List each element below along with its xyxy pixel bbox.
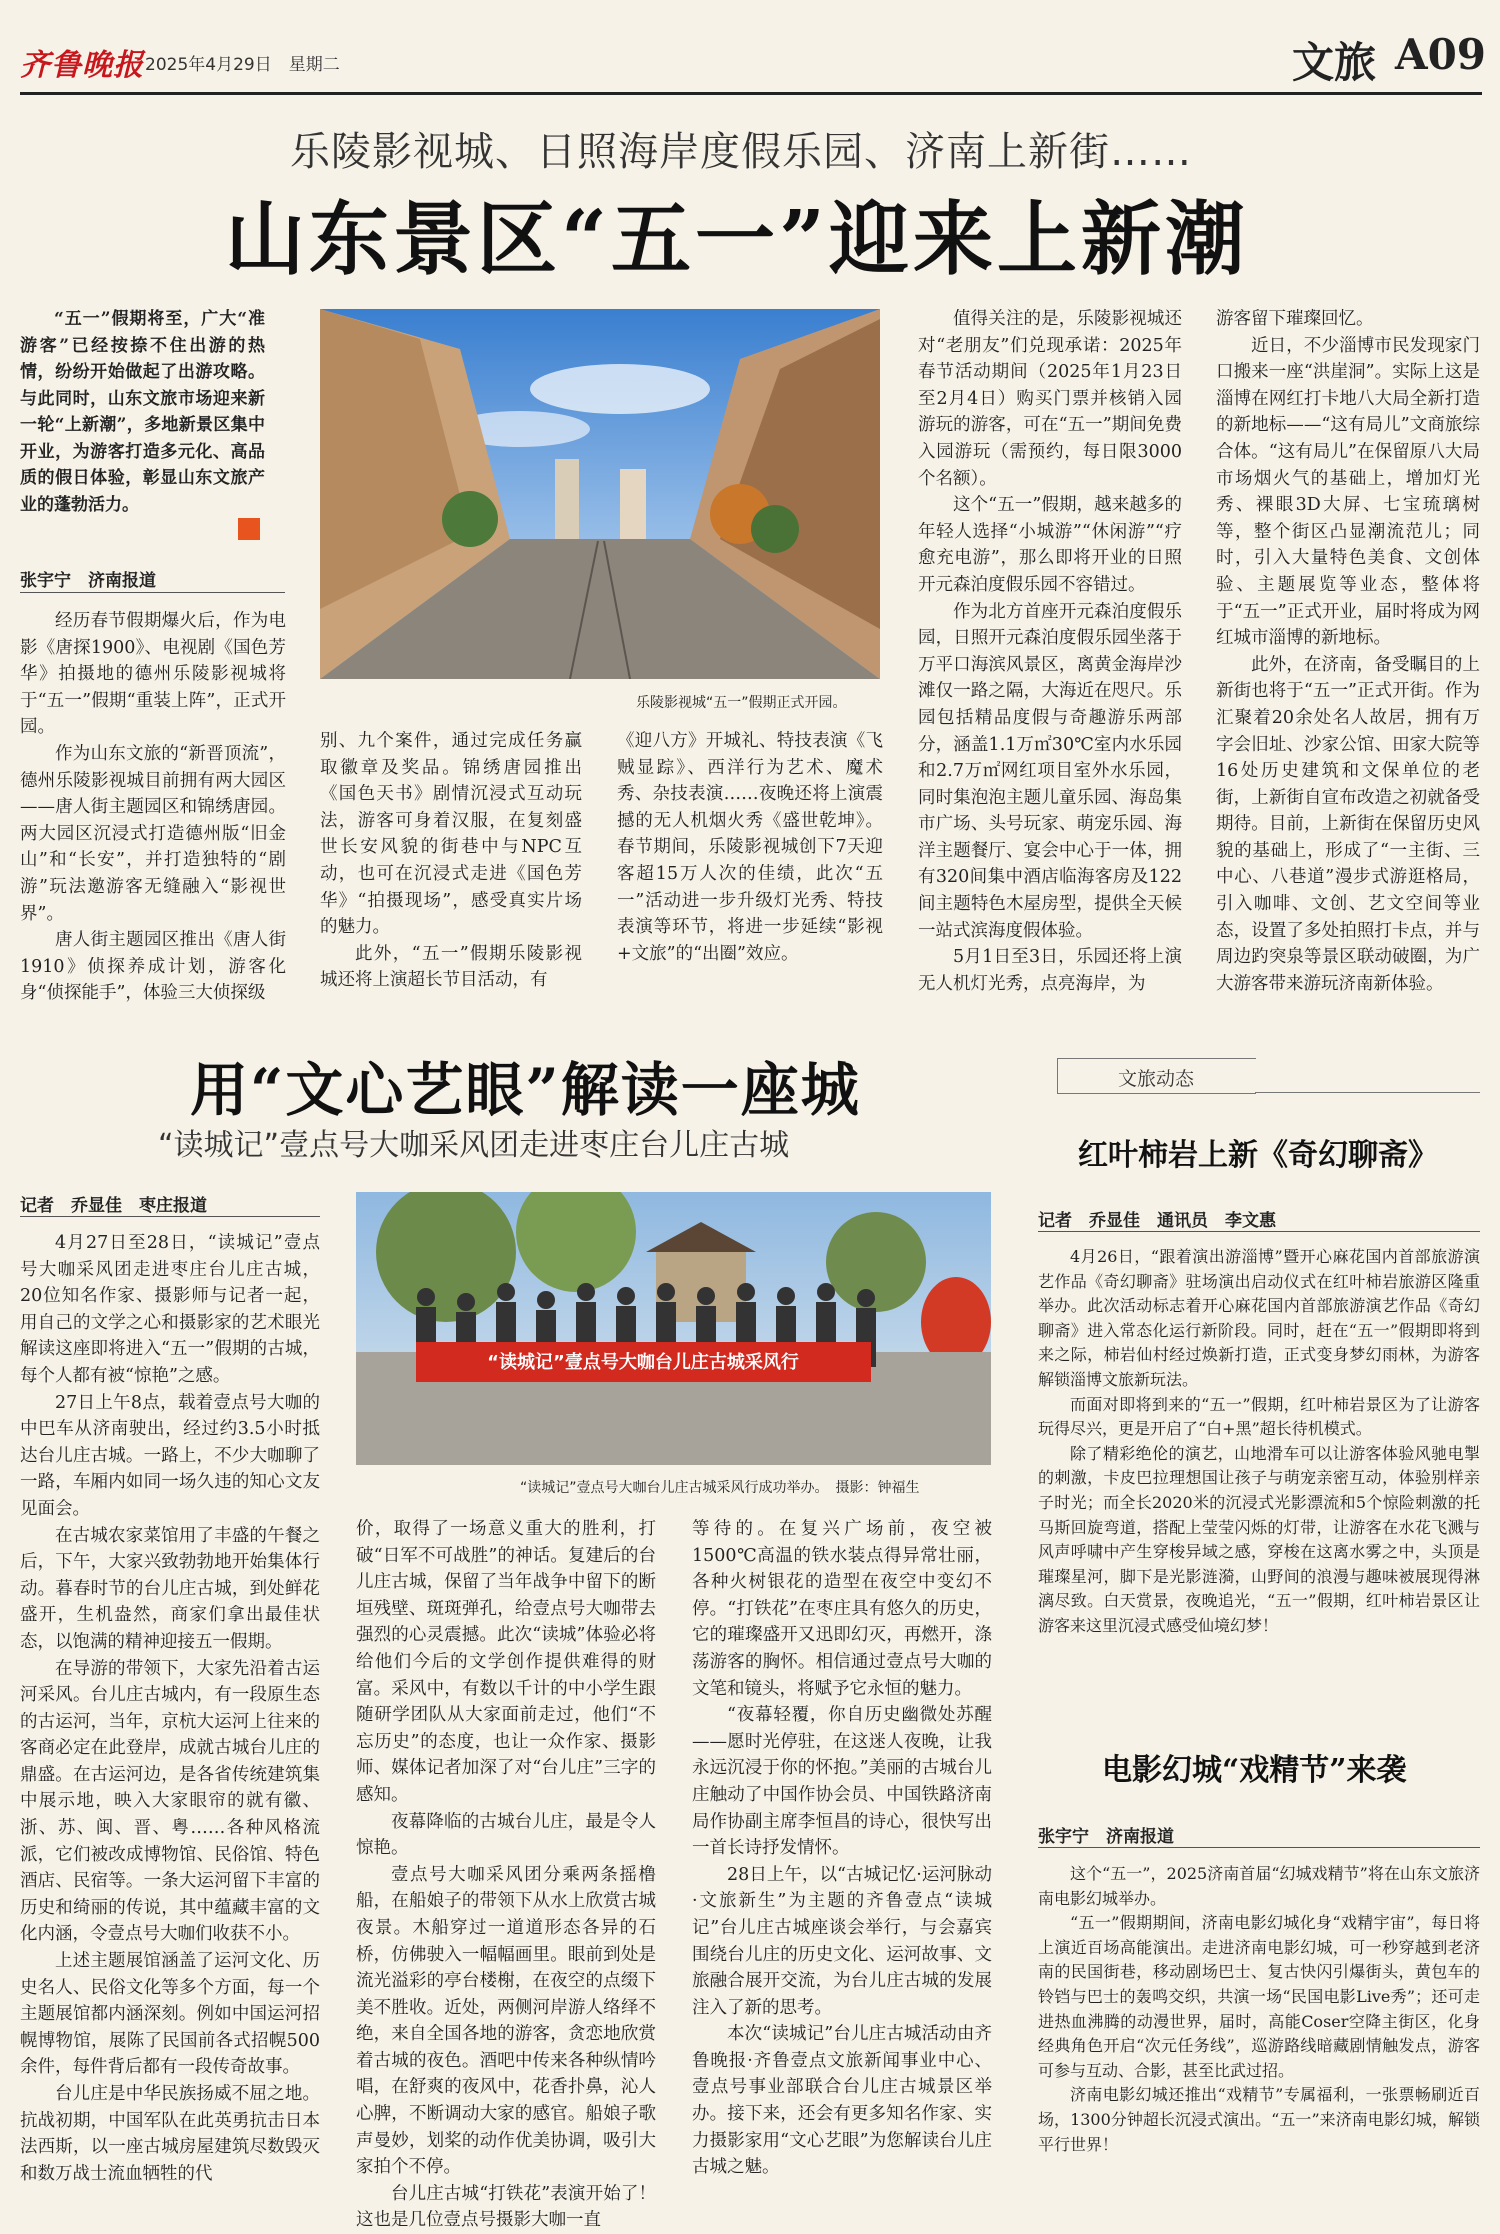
section-name: 文旅: [1292, 38, 1377, 87]
paragraph: “五一”假期期间，济南电影幻城化身“戏精宇宙”，每日将上演近百场高能演出。走进济南电影幻城，可一秒穿越到老济南的民国街巷，移动剧场巴士、复古快闪引爆街头，黄包车的铃铛与巴士的轰鸣交织，共演一场“民国电影Live秀”；还可走进热血沸腾的动漫世界，届时，高能Coser空降主街区，化身经典角色开启“次元任务线”，巡游路线暗藏剧情触发点，游客可参与互动、合影，甚至比武过招。: [1038, 1913, 1480, 2080]
page-number: A09: [1395, 30, 1487, 79]
paragraph: 近日，不少淄博市民发现家门口搬来一座“洪崖洞”。实际上这是淄博在网红打卡地八大局全新打造的新地标——“这有局儿”文商旅综合体。“这有局儿”在保留原八大局市场烟火气的基础上，增加灯光秀、裸眼3D大屏、七宝琉璃树等，整个街区凸显潮流范儿；同时，引入大量特色美食、文创体验、主题展览等业态，整体将于“五一”正式开业，届时将成为网红城市淄博的新地标。: [1216, 335, 1480, 649]
paragraph: 本次“读城记”台儿庄古城活动由齐鲁晚报·齐鲁壹点文旅新闻事业中心、壹点号事业部联合台儿庄古城景区举办。接下来，还会有更多知名作家、实力摄影家用“文心艺眼”为您解读台儿庄古城之魅。: [692, 2024, 992, 2178]
group-photo-image: [356, 1192, 991, 1465]
paragraph: 夜幕降临的古城台儿庄，最是令人惊艳。: [356, 1811, 656, 1859]
article1-photo: [320, 309, 880, 679]
paragraph: 这个“五一”，2025济南首届“幻城戏精节”将在山东文旅济南电影幻城举办。: [1038, 1864, 1480, 1908]
byline-rule: [20, 1216, 320, 1217]
paragraph: 台儿庄是中华民族扬威不屈之地。抗战初期，中国军队在此英勇抗击日本法西斯，以一座古城房屋建筑尽数毁灭和数万战士流血牺牲的代: [20, 2084, 320, 2184]
article2-column-2: [356, 1516, 656, 2234]
paragraph: 壹点号大咖采风团分乘两条摇橹船，在船娘子的带领下从水上欣赏古城夜景。木船穿过一道道形态各异的石桥，仿佛驶入一幅幅画里。眼前到处是流光溢彩的亭台楼榭，在夜空的点缀下美不胜收。近处，两侧河岸游人络绎不绝，来自全国各地的游客，贪恋地欣赏着古城的夜色。酒吧中传来各种纵情吟唱，在舒爽的夜风中，花香扑鼻，沁人心脾，不断调动大家的感官。船娘子歌声曼妙，划桨的动作优美协调，吸引大家拍个不停。: [356, 1864, 656, 2178]
sidebar-item2-title: 电影幻城“戏精节”来袭: [1102, 1753, 1407, 1788]
paragraph: 值得关注的是，乐陵影视城还对“老朋友”们兑现承诺：2025年春节活动期间（2025年1月23日至2月4日）购买门票并核销入园游玩的游客，可在“五一”期间免费入园游玩（需预约，每日限3000个名额）。: [918, 309, 1182, 489]
film-city-street-image: [320, 309, 880, 679]
paragraph: “夜幕轻覆，你自历史幽微处苏醒——愿时光停驻，在这迷人夜晚，让我永远沉浸于你的怀抱。”美丽的古城台儿庄触动了中国作协会员、中国铁路济南局作协副主席李恒昌的诗心，很快写出一首长诗抒发情怀。: [692, 1705, 992, 1859]
issue-date: 2025年4月29日 星期二: [145, 55, 340, 75]
article1-photo-caption: 乐陵影视城“五一”假期正式开园。: [636, 695, 847, 711]
paragraph: 在古城农家菜馆用了丰盛的午餐之后，下午，大家兴致勃勃地开始集体行动。暮春时节的台儿庄古城，到处鲜花盛开，生机盎然，商家们拿出最佳状态，以饱满的精神迎接五一假期。: [20, 1525, 320, 1652]
byline-rule: [1038, 1847, 1480, 1848]
article1-title: 山东景区“五一”迎来上新潮: [225, 192, 1250, 286]
article1-lead: “五一”假期将至，广大“准游客”已经按捺不住出游的热情，纷纷开始做起了出游攻略。与此同时，山东文旅市场迎来新一轮“上新潮”，多地新景区集中开业，为游客打造多元化、高品质的假日体验，彰显山东文旅产业的蓬勃活力。: [20, 309, 265, 515]
paragraph: 《迎八方》开城礼、特技表演《飞贼显踪》、西洋行为艺术、魔术秀、杂技表演……夜晚还将上演震撼的无人机烟火秀《盛世乾坤》。春节期间，乐陵影视城创下7天迎客超15万人次的佳绩，此次“五一”活动进一步升级灯光秀、特技表演等环节，将进一步延续“影视+文旅”的“出圈”效应。: [617, 731, 883, 964]
article1-byline: 张宇宁 济南报道: [20, 571, 156, 591]
paragraph: 除了精彩绝伦的演艺，山地滑车可以让游客体验风驰电掣的刺激，卡皮巴拉理想国让孩子与萌宠亲密互动，体验别样亲子时光；而全长2020米的沉浸式光影漂流和5个惊险刺激的托马斯回旋弯道，搭配上莹莹闪烁的灯带，让游客在水花飞溅与风声呼啸中产生穿梭异域之感，穿梭在这离水雾之中，头顶是璀璨星河，脚下是光影涟漪，山野间的浪漫与趣味被展现得淋漓尽致。白天赏景，夜晚追光，“五一”假期，红叶柿岩景区让游客来这里沉浸式感受仙境幻梦！: [1038, 1443, 1480, 1635]
paragraph: 上述主题展馆涵盖了运河文化、历史名人、民俗文化等多个方面，每一个主题展馆都内涵深刻。例如中国运河招幌博物馆，展陈了民国前各式招幌500余件，每件背后都有一段传奇故事。: [20, 1951, 320, 2078]
lead-end-square: [238, 518, 260, 540]
paragraph: 济南电影幻城还推出“戏精节”专属福利，一张票畅刷近百场，1300分钟超长沉浸式演出。“五一”来济南电影幻城，解锁平行世界！: [1038, 2085, 1480, 2154]
paragraph: 此外，在济南，备受瞩目的上新街也将于“五一”正式开街。作为汇聚着20余处名人故居，拥有万字会旧址、沙家公馆、田家大院等16处历史建筑和文保单位的老街，上新街自宣布改造之初就备受期待。目前，上新街在保留历史风貌的基础上，形成了“一主街、三中心、八巷道”漫步式游逛格局，引入咖啡、文创、艺文空间等业态，设置了多处拍照打卡点，并与周边趵突泉等景区联动破圈，为广大游客带来游玩济南新体验。: [1216, 654, 1480, 994]
paragraph: 等待的。在复兴广场前，夜空被1500℃高温的铁水装点得异常壮丽，各种火树银花的造型在夜空中变幻不停。“打铁花”在枣庄具有悠久的历史，它的璀璨盛开又迅即幻灭，再燃开，涤荡游客的胸怀。相信通过壹点号大咖的文笔和镜头，将赋予它永恒的魅力。: [692, 1519, 992, 1699]
article2-column-1: [20, 1230, 320, 2187]
byline-rule: [1038, 1231, 1480, 1232]
paragraph: 此外，“五一”假期乐陵影视城还将上演超长节目活动，有: [320, 943, 582, 991]
paragraph: 5月1日至3日，乐园还将上演无人机灯光秀，点亮海岸，为: [918, 947, 1182, 994]
newspaper-logo: 齐鲁晚报: [20, 48, 144, 83]
banner-text: “读城记”壹点号大咖台儿庄古城采风行: [487, 1352, 799, 1373]
article2-photo: [356, 1192, 991, 1465]
masthead: [0, 0, 1500, 92]
sidebar-item2-body: [1038, 1862, 1480, 2157]
paragraph: 4月27日至28日，“读城记”壹点号大咖采风团走进枣庄台儿庄古城，20位知名作家、摄影师与记者一起，用自己的文学之心和摄影家的艺术眼光解读这座即将进入“五一”假期的古城，每个人都有被“惊艳”之感。: [20, 1233, 320, 1386]
paragraph: 这个“五一”假期，越来越多的年轻人选择“小城游”“休闲游”“疗愈充电游”，那么即将开业的日照开元森泊度假乐园不容错过。: [918, 495, 1182, 595]
paragraph: 游客留下璀璨回忆。: [1216, 309, 1374, 329]
article2-title: 用“文心艺眼”解读一座城: [190, 1056, 861, 1124]
paragraph: 经历春节假期爆火后，作为电影《唐探1900》、电视剧《国色芳华》拍摄地的德州乐陵影视城将于“五一”假期“重装上阵”，正式开园。: [20, 611, 286, 738]
article1-column-4: [918, 306, 1182, 997]
paragraph: 27日上午8点，载着壹点号大咖的中巴车从济南驶出，经过约3.5小时抵达台儿庄古城。一路上，不少大咖聊了一路，车厢内如同一场久违的知心文友见面会。: [20, 1392, 320, 1519]
sidebar-item1-byline: 记者 乔显佳 通讯员 李文惠: [1038, 1211, 1276, 1231]
paragraph: 别、九个案件，通过完成任务赢取徽章及奖品。锦绣唐园推出《国色天书》剧情沉浸式互动玩法，游客可身着汉服，在复刻盛世长安风貌的街巷中与NPC互动，也可在沉浸式走进《国色芳华》“拍摄现场”，感受真实片场的魅力。: [320, 731, 582, 938]
article1-column-3: [617, 728, 883, 967]
sidebar-item1-title: 红叶柿岩上新《奇幻聊斋》: [1078, 1138, 1438, 1173]
sidebar-item1-body: [1038, 1245, 1480, 1639]
paragraph: 价，取得了一场意义重大的胜利，打破“日军不可战胜”的神话。复建后的台儿庄古城，保留了当年战争中留下的断垣残壁、斑斑弹孔，给壹点号大咖带去强烈的心灵震撼。此次“读城”体验必将给他们今后的文学创作提供难得的财富。采风中，有数以千计的中小学生跟随研学团队从大家面前走过，他们“不忘历史”的态度，也让一众作家、摄影师、媒体记者加深了对“台儿庄”三字的感知。: [356, 1519, 656, 1805]
paragraph: 28日上午，以“古城记忆·运河脉动·文旅新生”为主题的齐鲁壹点“读城记”台儿庄古城座谈会举行，与会嘉宾围绕台儿庄的历史文化、运河故事、文旅融合展开交流，为台儿庄古城的发展注入了新的思考。: [692, 1864, 992, 2018]
article1-kicker: 乐陵影视城、日照海岸度假乐园、济南上新街……: [290, 129, 1192, 175]
paragraph: 而面对即将到来的“五一”假期，红叶柿岩景区为了让游客玩得尽兴，更是开启了“白+黑”超长待机模式。: [1038, 1394, 1480, 1439]
sidebar-label: 文旅动态: [1117, 1068, 1194, 1090]
sidebar-item2-byline: 张宇宁 济南报道: [1038, 1827, 1174, 1847]
article1-column-1: [20, 608, 286, 1007]
paragraph: 唐人街主题园区推出《唐人街1910》侦探养成计划，游客化身“侦探能手”，体验三大侦探级: [20, 930, 286, 1004]
paragraph: 台儿庄古城“打铁花”表演开始了！这也是几位壹点号摄影大咖一直: [356, 2183, 656, 2231]
paragraph: 作为山东文旅的“新晋顶流”，德州乐陵影视城目前拥有两大园区——唐人街主题园区和锦绣唐园。两大园区沉浸式打造德州版“旧金山”和“长安”，并打造独特的“剧游”玩法邀游客无缝融入“影视世界”。: [20, 743, 286, 924]
byline-rule: [20, 592, 285, 593]
article1-column-2: [320, 728, 582, 994]
paragraph: 在导游的带领下，大家先沿着古运河采风。台儿庄古城内，有一段原生态的古运河，当年，京杭大运河上往来的客商必定在此登岸，成就古城台儿庄的鼎盛。在古运河边，是各省传统建筑集中展示地，映入大家眼帘的就有徽、浙、苏、闽、晋、粤……各种风格流派，它们被改成博物馆、民俗馆、特色酒店、民宿等。一条大运河留下丰富的历史和绮丽的传说，其中蕴藏丰富的文化内涵，令壹点号大咖们收获不小。: [20, 1658, 320, 1945]
sidebar-label-rule: [1255, 1092, 1480, 1093]
article2-byline: 记者 乔显佳 枣庄报道: [20, 1196, 207, 1216]
article2-column-3: [692, 1516, 992, 2181]
article2-kicker: “读城记”壹点号大咖采风团走进枣庄台儿庄古城: [158, 1128, 790, 1163]
paragraph: 4月26日，“跟着演出游淄博”暨开心麻花国内首部旅游演艺作品《奇幻聊斋》驻场演出启动仪式在红叶柿岩旅游区隆重举办。此次活动标志着开心麻花国内首部旅游演艺作品《奇幻聊斋》进入常态化运行新阶段。同时，赶在“五一”假期即将到来之际，柿岩仙村经过焕新打造，正式变身梦幻雨林，为游客解锁淄博文旅新玩法。: [1038, 1247, 1480, 1389]
article1-column-5: [1216, 306, 1480, 997]
paragraph: 作为北方首座开元森泊度假乐园，日照开元森泊度假乐园坐落于万平口海滨风景区，离黄金海岸沙滩仅一路之隔，大海近在咫尺。乐园包括精品度假与奇趣游乐两部分，涵盖1.1万㎡30℃室内水乐园和2.7万㎡网红项目室外水乐园，同时集泡泡主题儿童乐园、海岛集市广场、头号玩家、萌宠乐园、海洋主题餐厅、宴会中心于一体，拥有320间集中酒店临海客房及122间主题特色木屋房型，提供全天候一站式滨海度假体验。: [918, 601, 1182, 941]
masthead-rule: [20, 92, 1482, 95]
article2-photo-caption: “读城记”壹点号大咖台儿庄古城采风行成功举办。 摄影：钟福生: [520, 1480, 920, 1496]
